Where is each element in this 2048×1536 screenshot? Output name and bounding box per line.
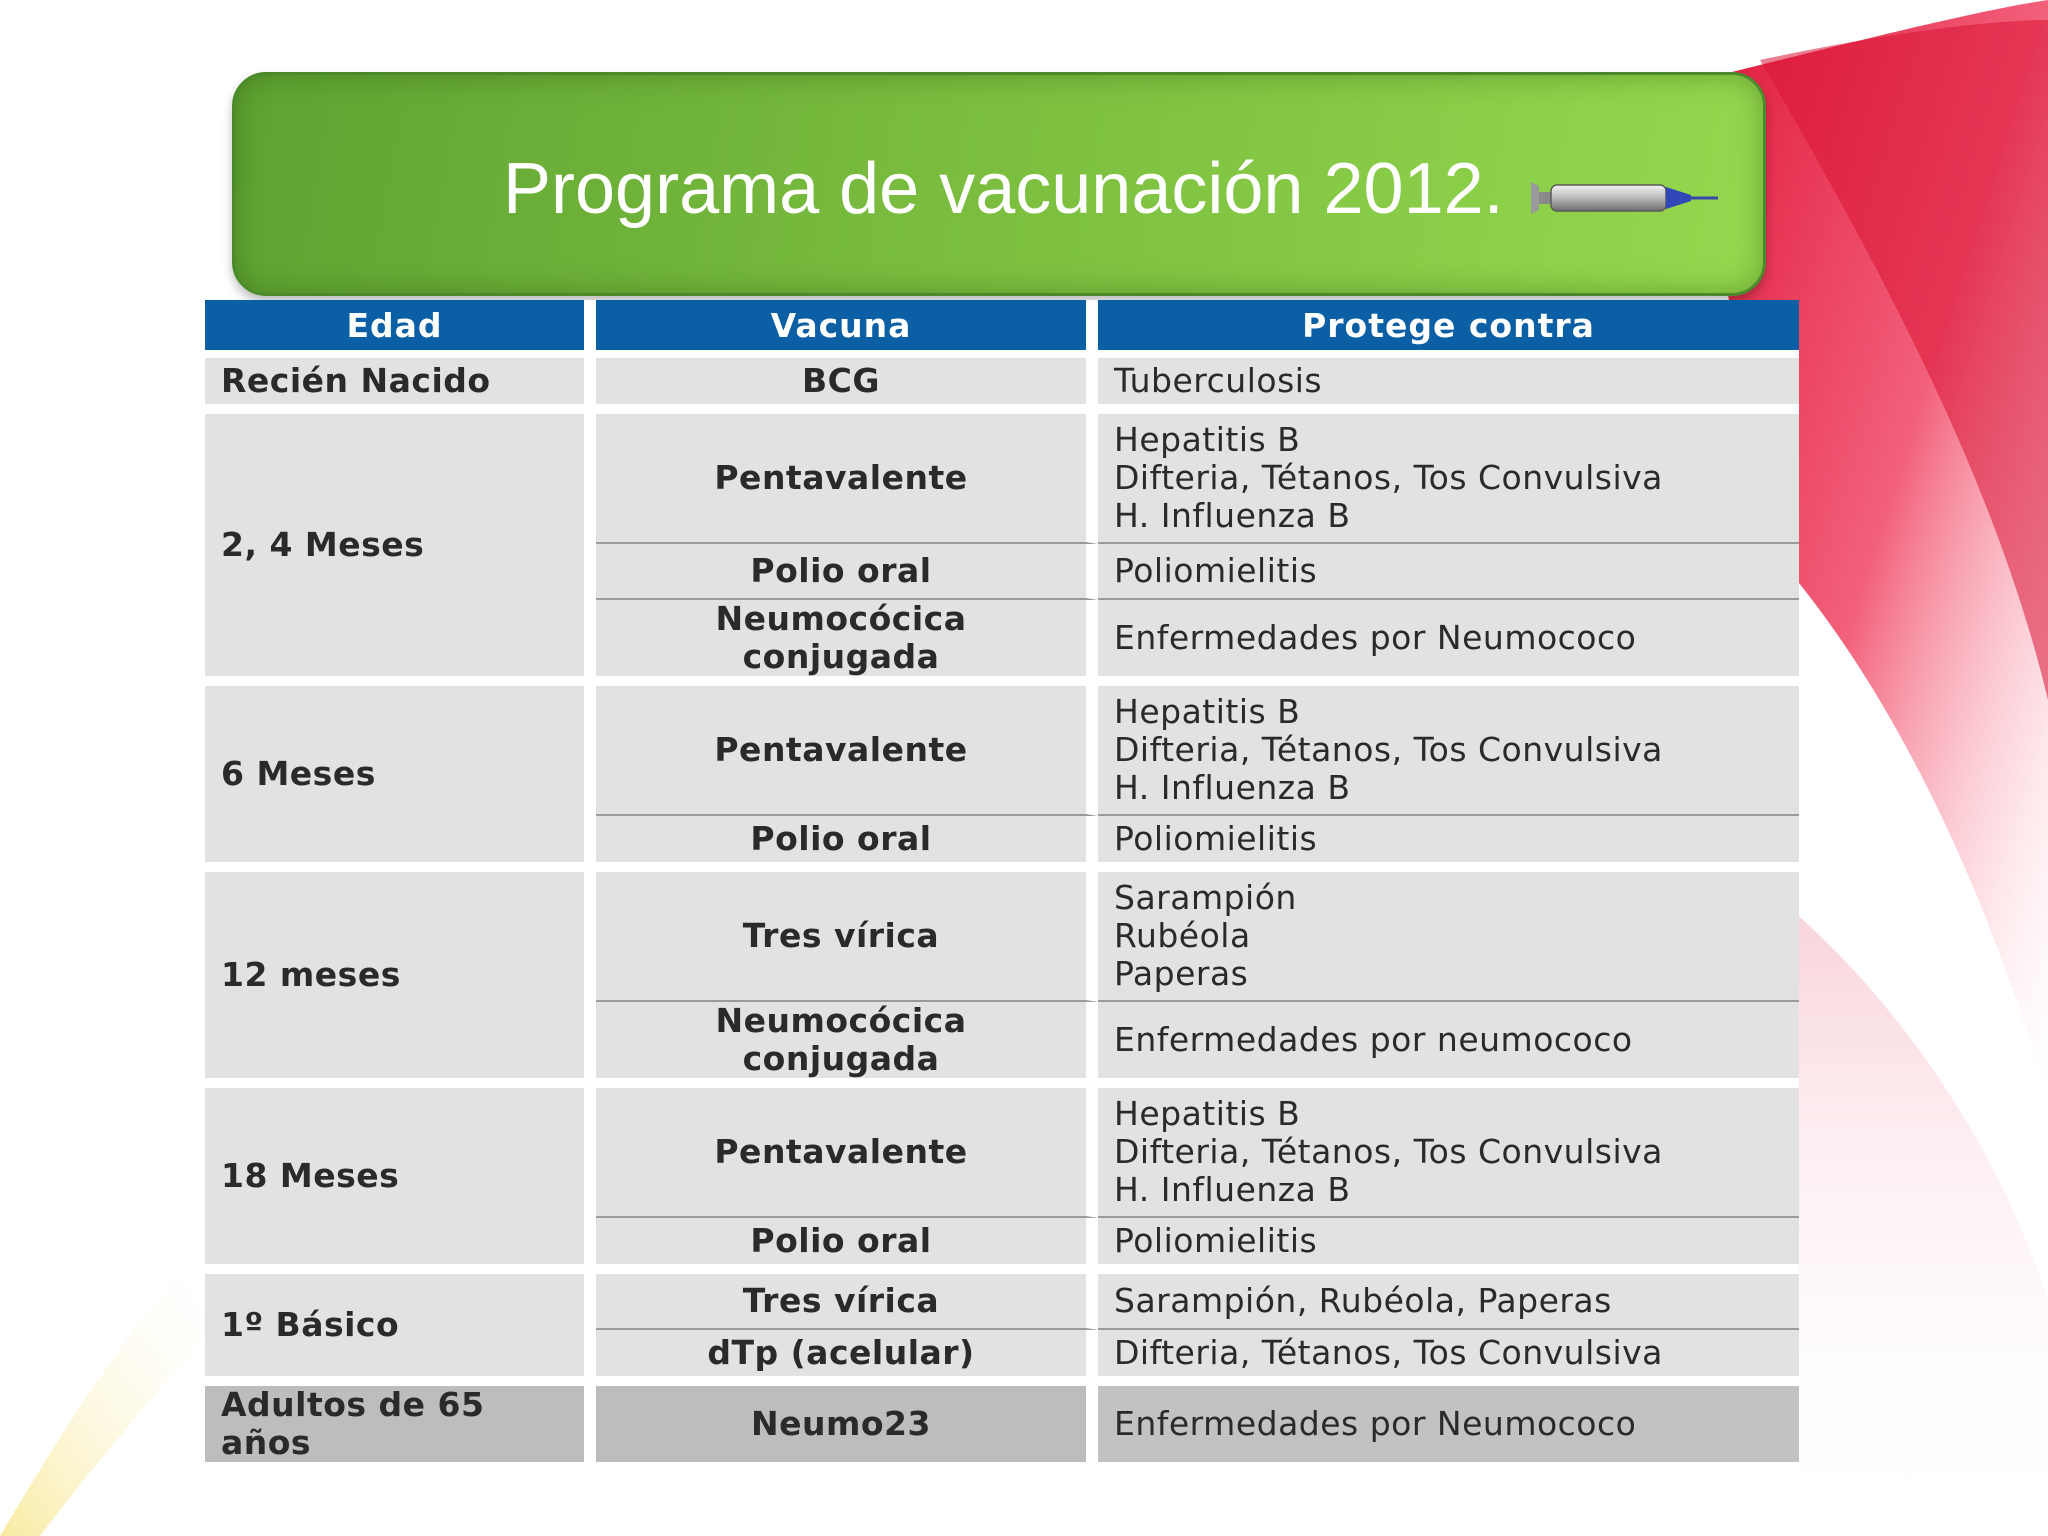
protege-line: Paperas <box>1114 954 1249 993</box>
cell-protege-contra <box>1098 816 1799 872</box>
protege-line: Sarampión <box>1114 878 1297 917</box>
protege-line: Hepatitis B <box>1114 420 1301 459</box>
protege-line: Difteria, Tétanos, Tos Convulsiva <box>1114 458 1663 497</box>
table-row <box>205 1274 1799 1330</box>
table-row <box>205 872 1799 1002</box>
protege-line: Rubéola <box>1114 916 1251 955</box>
cell-edad: 12 meses <box>205 872 596 1088</box>
cell-vacuna: Neumocócica conjugada <box>596 600 1098 686</box>
protege-line: Poliomielitis <box>1114 819 1318 858</box>
protege-line: Hepatitis B <box>1114 692 1301 731</box>
cell-protege-contra <box>1098 1274 1799 1330</box>
cell-protege-contra <box>1098 1088 1799 1218</box>
cell-vacuna: BCG <box>596 358 1098 414</box>
protege-line: Difteria, Tétanos, Tos Convulsiva <box>1114 730 1663 769</box>
cell-protege-contra <box>1098 544 1799 600</box>
cell-vacuna: Pentavalente <box>596 1088 1098 1218</box>
cell-vacuna: Polio oral <box>596 1218 1098 1274</box>
protege-line: Enfermedades por Neumococo <box>1114 618 1637 657</box>
syringe-icon <box>1525 168 1720 228</box>
cell-edad: Recién Nacido <box>205 358 596 414</box>
table-header-row <box>205 300 1799 358</box>
cell-protege-contra <box>1098 414 1799 544</box>
page-title: Programa de vacunación 2012. <box>503 149 1504 229</box>
table-row <box>205 414 1799 544</box>
cell-vacuna: Pentavalente <box>596 414 1098 544</box>
cell-edad: 18 Meses <box>205 1088 596 1274</box>
header-protege-contra: Protege contra <box>1098 300 1799 358</box>
table-row <box>205 1386 1799 1462</box>
table-row <box>205 358 1799 414</box>
vaccination-schedule-table <box>205 300 1799 1462</box>
cell-protege-contra <box>1098 1330 1799 1386</box>
cell-protege-contra <box>1098 872 1799 1002</box>
cell-vacuna: Polio oral <box>596 816 1098 872</box>
cell-edad: 1º Básico <box>205 1274 596 1386</box>
protege-line: Poliomielitis <box>1114 551 1318 590</box>
header-vacuna: Vacuna <box>596 300 1098 358</box>
cell-protege-contra <box>1098 358 1799 414</box>
protege-line: Poliomielitis <box>1114 1221 1318 1260</box>
cell-edad: Adultos de 65 años <box>205 1386 596 1462</box>
protege-line: H. Influenza B <box>1114 1170 1351 1209</box>
protege-line: Enfermedades por neumococo <box>1114 1020 1633 1059</box>
cell-protege-contra <box>1098 1218 1799 1274</box>
cell-protege-contra <box>1098 1002 1799 1088</box>
cell-vacuna: Neumocócica conjugada <box>596 1002 1098 1088</box>
protege-line: Tuberculosis <box>1114 361 1323 400</box>
vaccination-table <box>205 300 1799 1490</box>
protege-line: H. Influenza B <box>1114 496 1351 535</box>
cell-vacuna: Polio oral <box>596 544 1098 600</box>
protege-line: Enfermedades por Neumococo <box>1114 1404 1637 1443</box>
cell-vacuna: dTp (acelular) <box>596 1330 1098 1386</box>
cell-protege-contra <box>1098 686 1799 816</box>
cell-protege-contra <box>1098 1386 1799 1462</box>
cell-vacuna: Neumo23 <box>596 1386 1098 1462</box>
protege-line: Difteria, Tétanos, Tos Convulsiva <box>1114 1132 1663 1171</box>
cell-vacuna: Tres vírica <box>596 1274 1098 1330</box>
cell-edad: 6 Meses <box>205 686 596 872</box>
cell-protege-contra <box>1098 600 1799 686</box>
cell-vacuna: Pentavalente <box>596 686 1098 816</box>
protege-line: H. Influenza B <box>1114 768 1351 807</box>
cell-vacuna: Tres vírica <box>596 872 1098 1002</box>
cell-edad: 2, 4 Meses <box>205 414 596 686</box>
header-edad: Edad <box>205 300 596 358</box>
table-row <box>205 1088 1799 1218</box>
protege-line: Difteria, Tétanos, Tos Convulsiva <box>1114 1333 1663 1372</box>
protege-line: Sarampión, Rubéola, Paperas <box>1114 1281 1612 1320</box>
protege-line: Hepatitis B <box>1114 1094 1301 1133</box>
table-row <box>205 686 1799 816</box>
